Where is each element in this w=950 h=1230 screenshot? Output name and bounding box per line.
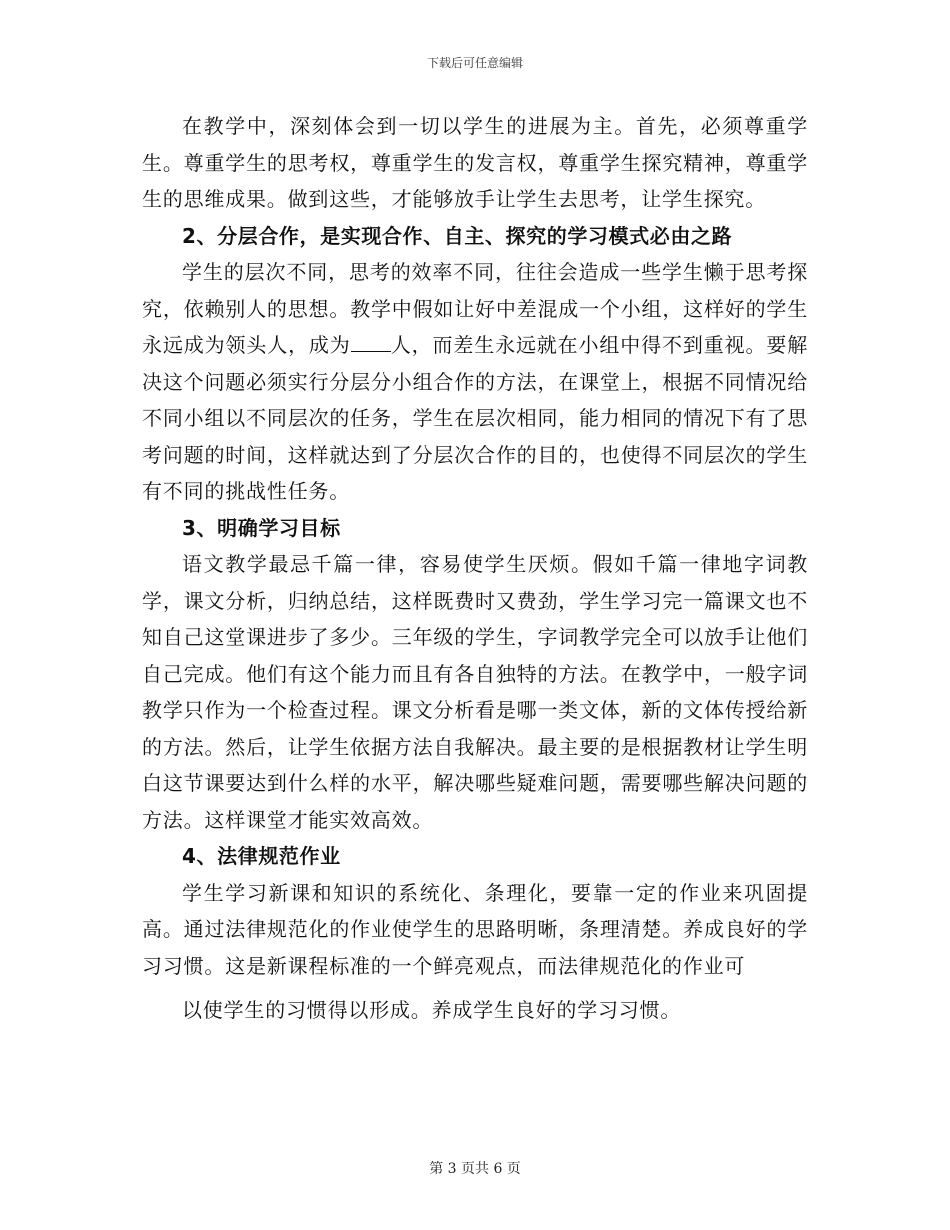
section-heading-4: 4、法律规范作业 (182, 844, 341, 868)
page-footer: 第 3 页共 6 页 (429, 1161, 521, 1177)
paragraph-part-b: 人，而差生永远就在小组中得不到重视。要解决这个问题必须实行分层分小组合作的方法，在课堂上，根据不同情况给不同小组以不同层次的任务，学生在层次相同，能力相同的情况下有了思考问题的时间，这样就达到了分层次合作的目的，也使得不同层次的学生有不同的挑战性任务。 (142, 333, 809, 503)
paragraph-homework: 学生学习新课和知识的系统化、条理化，要靠一定的作业来巩固提高。通过法律规范化的作业使学生的思路明晰，条理清楚。养成良好的学习习惯。这是新课程标准的一个鲜亮观点，而法律规范化的作业可 (142, 880, 808, 978)
paragraph-gap (142, 984, 808, 992)
paragraph-habits: 以使学生的习惯得以形成。养成学生良好的学习习惯。 (182, 998, 682, 1022)
section-heading-2: 2、分层合作，是实现合作、自主、探究的学习模式必由之路 (182, 223, 733, 248)
paragraph-part-a: 学生的层次不同，思考的效率不同，往往会造成一些学生懒于思考探究，依赖别人的思想。教学中假如让好中差混成一个小组，这样好的学生永远成为领头人，成为 (142, 260, 808, 357)
section-heading-3: 3、明确学习目标 (182, 515, 341, 540)
paragraph-layered-cooperation (142, 254, 808, 510)
fill-in-blank (351, 333, 391, 352)
page-header: 下载后可任意编辑 (426, 56, 523, 70)
document-body (142, 108, 808, 1029)
paragraph-learning-goals: 语文教学最忌千篇一律，容易使学生厌烦。假如千篇一律地字词教学，课文分析，归纳总结，这样既费时又费劲，学生学习完一篇课文也不知自己这堂课进步了多少。三年级的学生，字词教学完全可以放手让他们自己完成。他们有这个能力而且有各自独特的方法。在教学中，一般字词教学只作为一个检查过程。课文分析看是哪一类文体，新的文体传授给新的方法。然后，让学生依据方法自我解决。最主要的是根据教材让学生明白这节课要达到什么样的水平，解决哪些疑难问题，需要哪些解决问题的方法。这样课堂才能实效高效。 (142, 552, 808, 832)
paragraph-intro: 在教学中，深刻体会到一切以学生的进展为主。首先，必须尊重学生。尊重学生的思考权，尊重学生的发言权，尊重学生探究精神，尊重学生的思维成果。做到这些，才能够放手让学生去思考，让学生探究。 (142, 114, 808, 211)
